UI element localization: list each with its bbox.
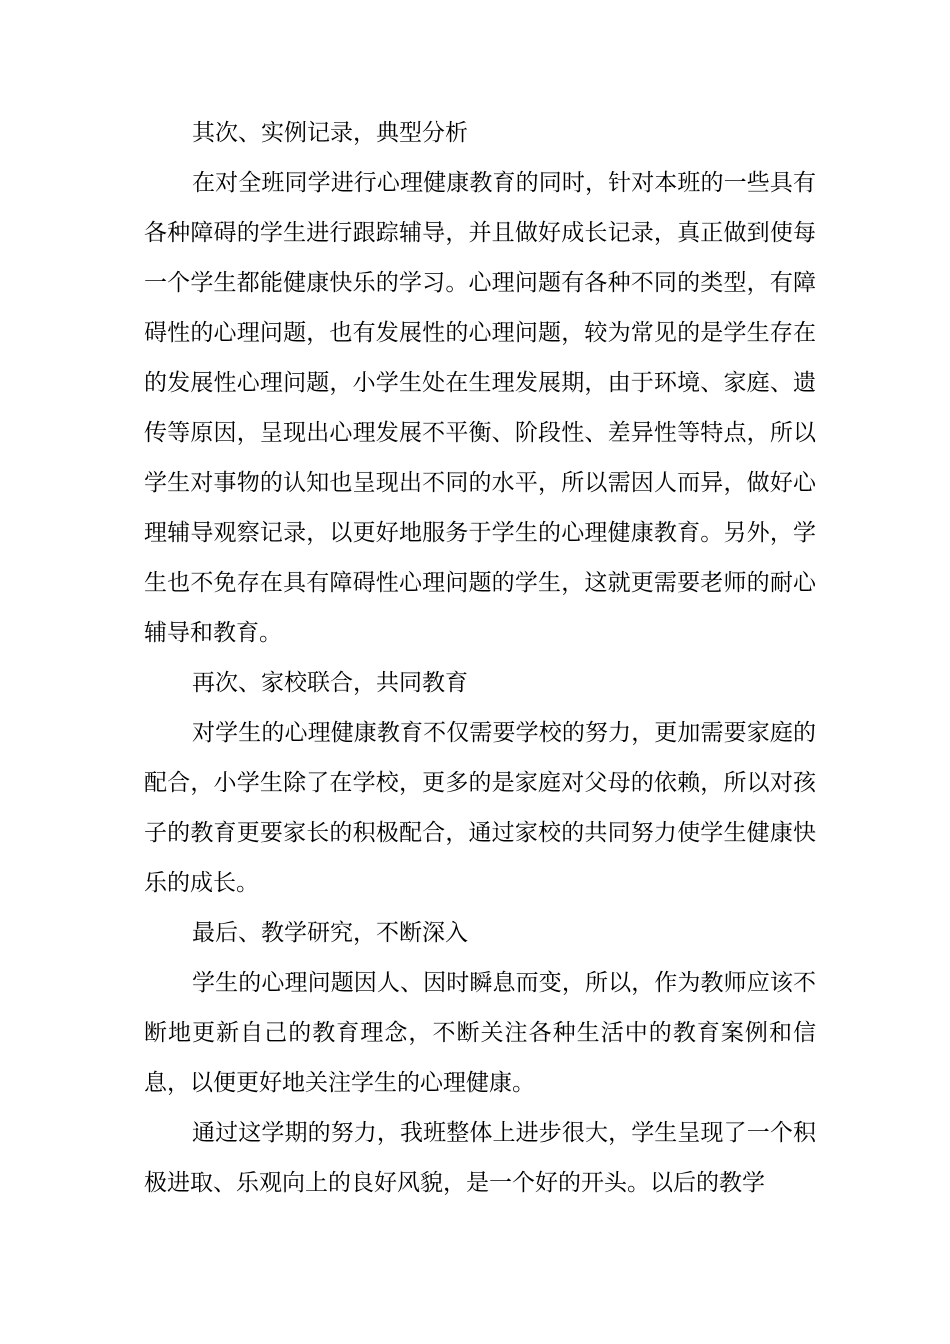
- section-heading-last: 最后、教学研究，不断深入: [192, 920, 468, 946]
- paragraph-case-records: 在对全班同学进行心理健康教育的同时，针对本班的一些具有各种障碍的学生进行跟踪辅导，并且做好成长记录，真正做到使每一个学生都能健康快乐的学习。心理问题有各种不同的类型，有障碍性的心理问题，也有发展性的心理问题，较为常见的是学生存在的发展性心理问题，小学生处在生理发展期，由于环境、家庭、遗传等原因，呈现出心理发展不平衡、阶段性、差异性等特点，所以学生对事物的认知也呈现出不同的水平，所以需因人而异，做好心理辅导观察记录，以更好地服务于学生的心理健康教育。另外，学生也不免存在具有障碍性心理问题的学生，这就更需要老师的耐心辅导和教育。: [144, 170, 816, 646]
- document-body: [144, 108, 816, 1208]
- paragraph-teaching-research: 学生的心理问题因人、因时瞬息而变，所以，作为教师应该不断地更新自己的教育理念，不断关注各种生活中的教育案例和信息，以便更好地关注学生的心理健康。: [144, 970, 816, 1096]
- paragraph-conclusion: 通过这学期的努力，我班整体上进步很大，学生呈现了一个积极进取、乐观向上的良好风貌，是一个好的开头。以后的教学: [144, 1120, 816, 1196]
- paragraph-home-school: 对学生的心理健康教育不仅需要学校的努力，更加需要家庭的配合，小学生除了在学校，更多的是家庭对父母的依赖，所以对孩子的教育更要家长的积极配合，通过家校的共同努力使学生健康快乐的成长。: [144, 720, 816, 896]
- section-heading-third: 再次、家校联合，共同教育: [192, 670, 468, 696]
- section-heading-second: 其次、实例记录，典型分析: [192, 120, 468, 146]
